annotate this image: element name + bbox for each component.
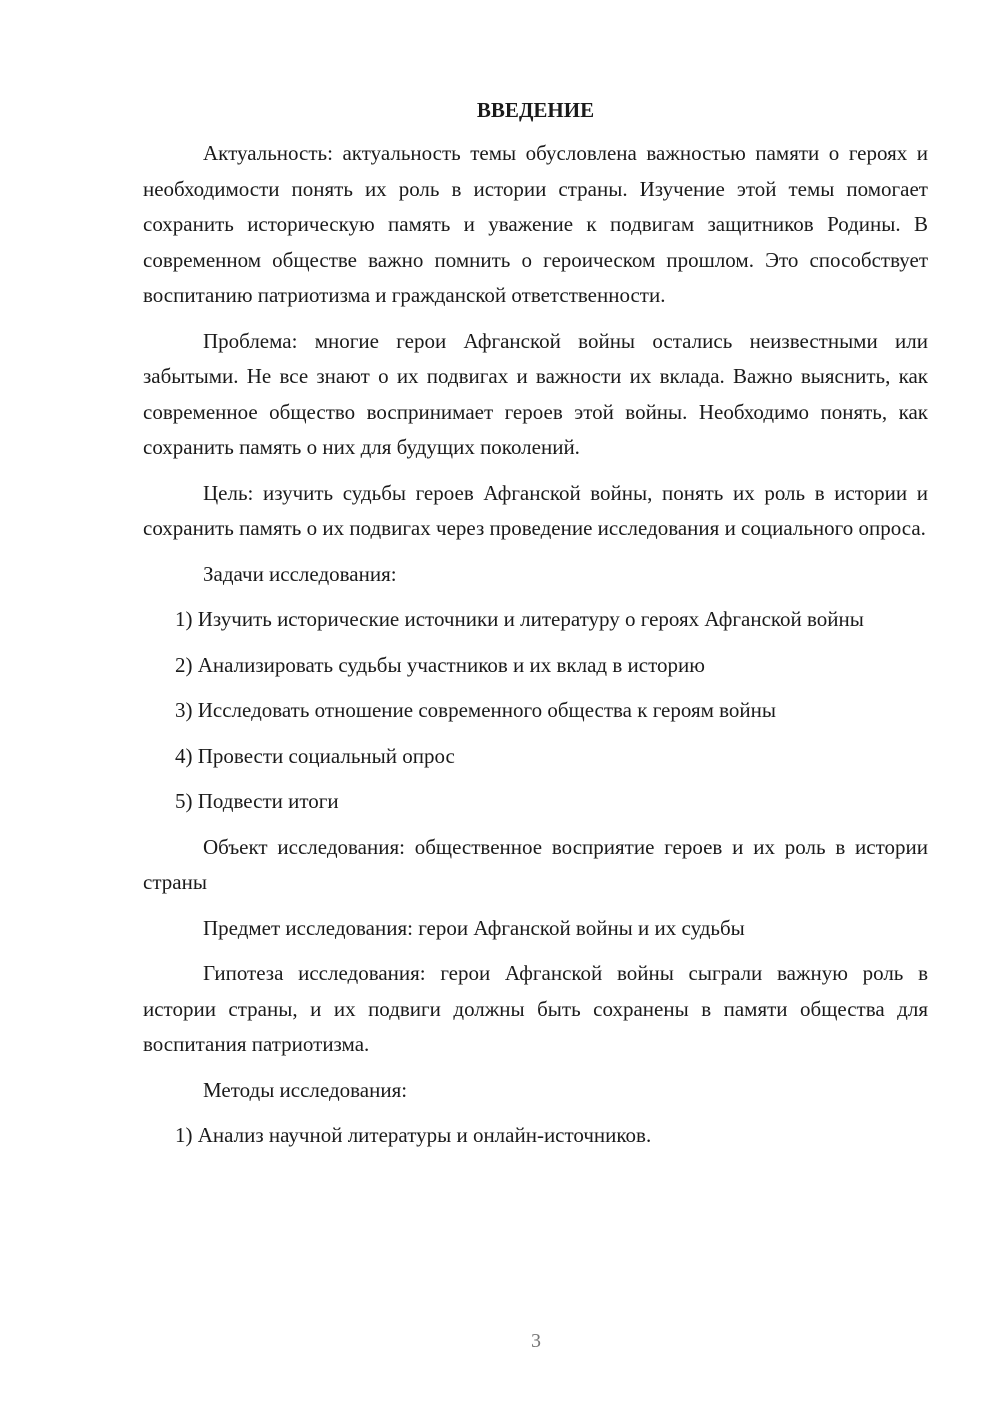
task-item-1: 1) Изучить исторические источники и литературу о героях Афганской войны	[175, 607, 864, 631]
goal-paragraph: Цель: изучить судьбы героев Афганской войны, понять их роль в истории и сохранить память о их подвигах через проведение исследования и социального опроса.	[143, 480, 928, 540]
problem-paragraph: Проблема: многие герои Афганской войны остались неизвестными или забытыми. Не все знают о их подвигах и важности их вклада. Важно выяснить, как современное общество воспринимает героев этой войны. Необходимо понять, как сохранить память о них для будущих поколений.	[143, 328, 928, 459]
task-item-5: 5) Подвести итоги	[175, 789, 339, 813]
relevance-paragraph: Актуальность: актуальность темы обусловлена важностью памяти о героях и необходимости понять их роль в истории страны. Изучение этой темы помогает сохранить историческую память и уважение к подвигам защитников Родины. В современном обществе важно помнить о героическом прошлом. Это способствует воспитанию патриотизма и гражданской ответственности.	[143, 141, 928, 307]
hypothesis-paragraph: Гипотеза исследования: герои Афганской войны сыграли важную роль в истории страны, и их подвиги должны быть сохранены в памяти общества для воспитания патриотизма.	[143, 961, 928, 1056]
task-item-2: 2) Анализировать судьбы участников и их вклад в историю	[175, 652, 705, 677]
method-item-1: 1) Анализ научной литературы и онлайн-источников.	[175, 1123, 652, 1147]
object-paragraph: Объект исследования: общественное восприятие героев и их роль в истории страны	[143, 834, 928, 894]
subject-paragraph: Предмет исследования: герои Афганской войны и их судьбы	[203, 915, 745, 940]
methods-heading: Методы исследования:	[203, 1077, 408, 1102]
section-title: ВВЕДЕНИЕ	[476, 98, 595, 122]
task-item-4: 4) Провести социальный опрос	[175, 743, 455, 768]
document-page	[143, 92, 928, 1164]
page-number: 3	[531, 1330, 541, 1352]
tasks-heading: Задачи исследования:	[203, 561, 397, 586]
task-item-3: 3) Исследовать отношение современного общества к героям войны	[175, 698, 777, 722]
